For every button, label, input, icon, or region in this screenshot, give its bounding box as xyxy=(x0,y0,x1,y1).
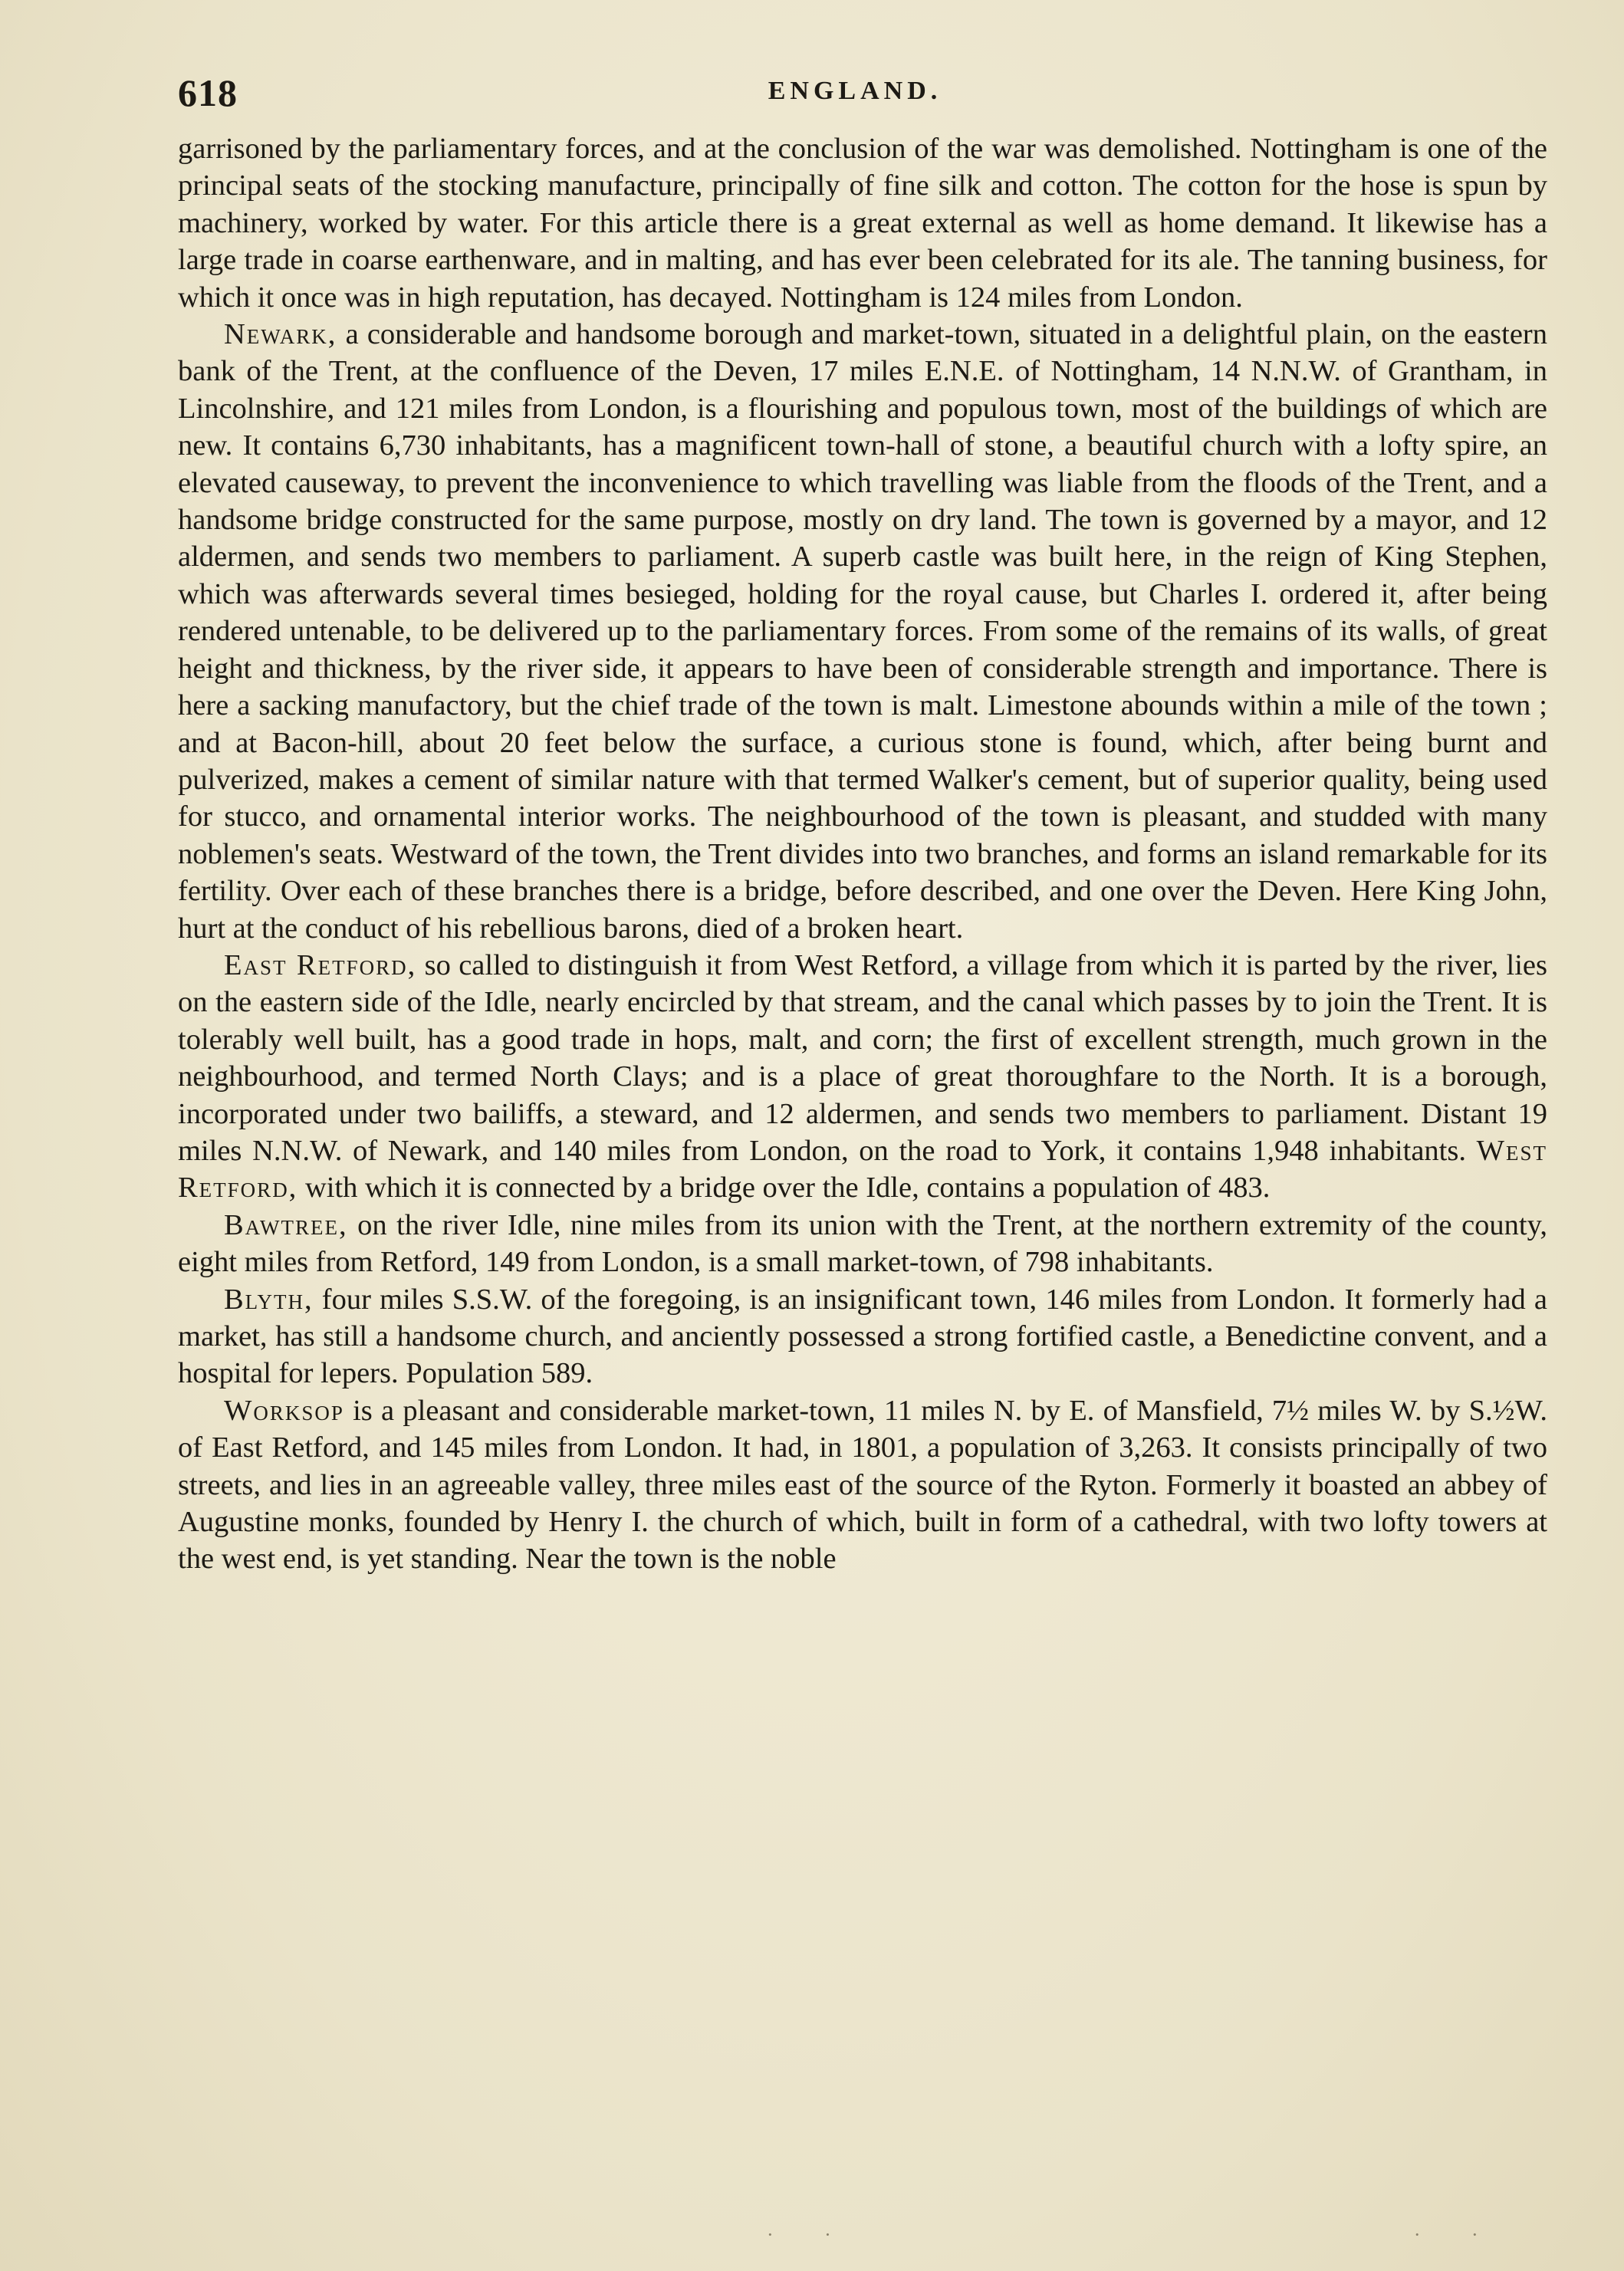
place-name-blyth: Blyth, xyxy=(224,1283,314,1316)
running-head: ENGLAND. xyxy=(768,77,942,105)
paragraph-text: garrisoned by the parliamentary forces, and at the conclusion of the war was demolished. Nottingham is one of the principal seats of the stocking manufacture, principally of fine silk and cotton. The cotton for the hose is spun by machinery, worked by water. For this article there is a great external as well as home demand. It likewise has a large trade in coarse earthenware, and in malting, and has ever been celebrated for its ale. The tanning business, for which it once was in high reputation, has decayed. Nottingham is 124 miles from London. xyxy=(178,133,1547,314)
paragraph-text: a considerable and handsome borough and market-town, situated in a delightful plain, on the eastern bank of the Trent, at the confluence of the Deven, 17 miles E.N.E. of Nottingham, 14 N.N.W. of Grantham, in Lincolnshire, and 121 miles from London, is a flourishing and populous town, most of the buildings of which are new. It contains 6,730 inhabitants, has a magnificent town-hall of stone, a beautiful church with a lofty spire, an elevated causeway, to prevent the inconvenience to which travelling was liable from the floods of the Trent, and a handsome bridge constructed for the same purpose, mostly on dry land. The town is governed by a mayor, and 12 aldermen, and sends two members to parliament. A superb castle was built here, in the reign of King Stephen, which was afterwards several times besieged, holding for the royal cause, but Charles I. ordered it, after being rendered untenable, to be delivered up to the parliamentary forces. From some of the remains of its walls, of great height and thickness, by the river side, it appears to have been of considerable strength and importance. There is here a sacking manufactory, but the chief trade of the town is malt. Limestone abounds within a mile of the town ; and at Bacon-hill, about 20 feet below the surface, a curious stone is found, which, after being burnt and pulverized, makes a cement of similar nature with that termed Walker's cement, but of superior quality, being used for stucco, and ornamental interior works. The neighbourhood of the town is pleasant, and studded with many noblemen's seats. Westward of the town, the Trent divides into two branches, and forms an island remarkable for its fertility. Over each of these branches there is a bridge, before described, and one over the Deven. Here King John, hurt at the conduct of his rebellious barons, died of a broken heart. xyxy=(178,318,1547,945)
body-text xyxy=(178,130,1547,1578)
paragraph-text: with which it is connected by a bridge over the Idle, contains a population of 483. xyxy=(298,1172,1271,1205)
paragraph-worksop xyxy=(178,1392,1547,1578)
paragraph-east-retford xyxy=(178,947,1547,1207)
paragraph-nottingham-continued xyxy=(178,130,1547,316)
place-name-bawtree: Bawtree, xyxy=(224,1208,348,1241)
place-name-west-retford: West Retford, xyxy=(178,1134,1547,1205)
paragraph-blyth xyxy=(178,1281,1547,1392)
print-specks: · · · · xyxy=(767,2223,1501,2246)
paragraph-text: on the river Idle, nine miles from its union with the Trent, at the northern extremity of the county, eight miles from Retford, 149 from London, is a small market-town, of 798 inhabitants. xyxy=(178,1208,1547,1279)
paragraph-text: so called to distinguish it from West Retford, a village from which it is parted by the river, lies on the eastern side of the Idle, nearly encircled by that stream, and the canal which passes by to join the Trent. It is tolerably well built, has a good trade in hops, malt, and corn; the first of excellent strength, much grown in the neighbourhood, and termed North Clays; and is a place of great thoroughfare to the North. It is a borough, incorporated under two bailiffs, a steward, and 12 aldermen, and sends two members to parliament. Distant 19 miles N.N.W. of Newark, and 140 miles from London, on the road to York, it contains 1,948 inhabitants. xyxy=(178,948,1547,1167)
place-name-worksop: Worksop xyxy=(224,1394,344,1427)
paragraph-text: is a pleasant and considerable market-town, 11 miles N. by E. of Mansfield, 7½ miles W. by S.½W. of East Retford, and 145 miles from London. It had, in 1801, a population of 3,263. It consists principally of two streets, and lies in an agreeable valley, three miles east of the source of the Ryton. Formerly it boasted an abbey of Augustine monks, founded by Henry I. the church of which, built in form of a cathedral, with two lofty towers at the west end, is yet standing. Near the town is the noble xyxy=(178,1394,1547,1576)
place-name-east-retford: East Retford, xyxy=(224,948,417,981)
paragraph-text: four miles S.S.W. of the foregoing, is an insignificant town, 146 miles from London. It formerly had a market, has still a handsome church, and anciently possessed a strong fortified castle, a Benedictine convent, and a hospital for lepers. Population 589. xyxy=(178,1283,1547,1390)
place-name-newark: Newark, xyxy=(224,318,337,351)
page-number: 618 xyxy=(178,71,238,114)
page-header xyxy=(178,71,1532,114)
paragraph-bawtree xyxy=(178,1207,1547,1281)
paragraph-newark xyxy=(178,316,1547,947)
